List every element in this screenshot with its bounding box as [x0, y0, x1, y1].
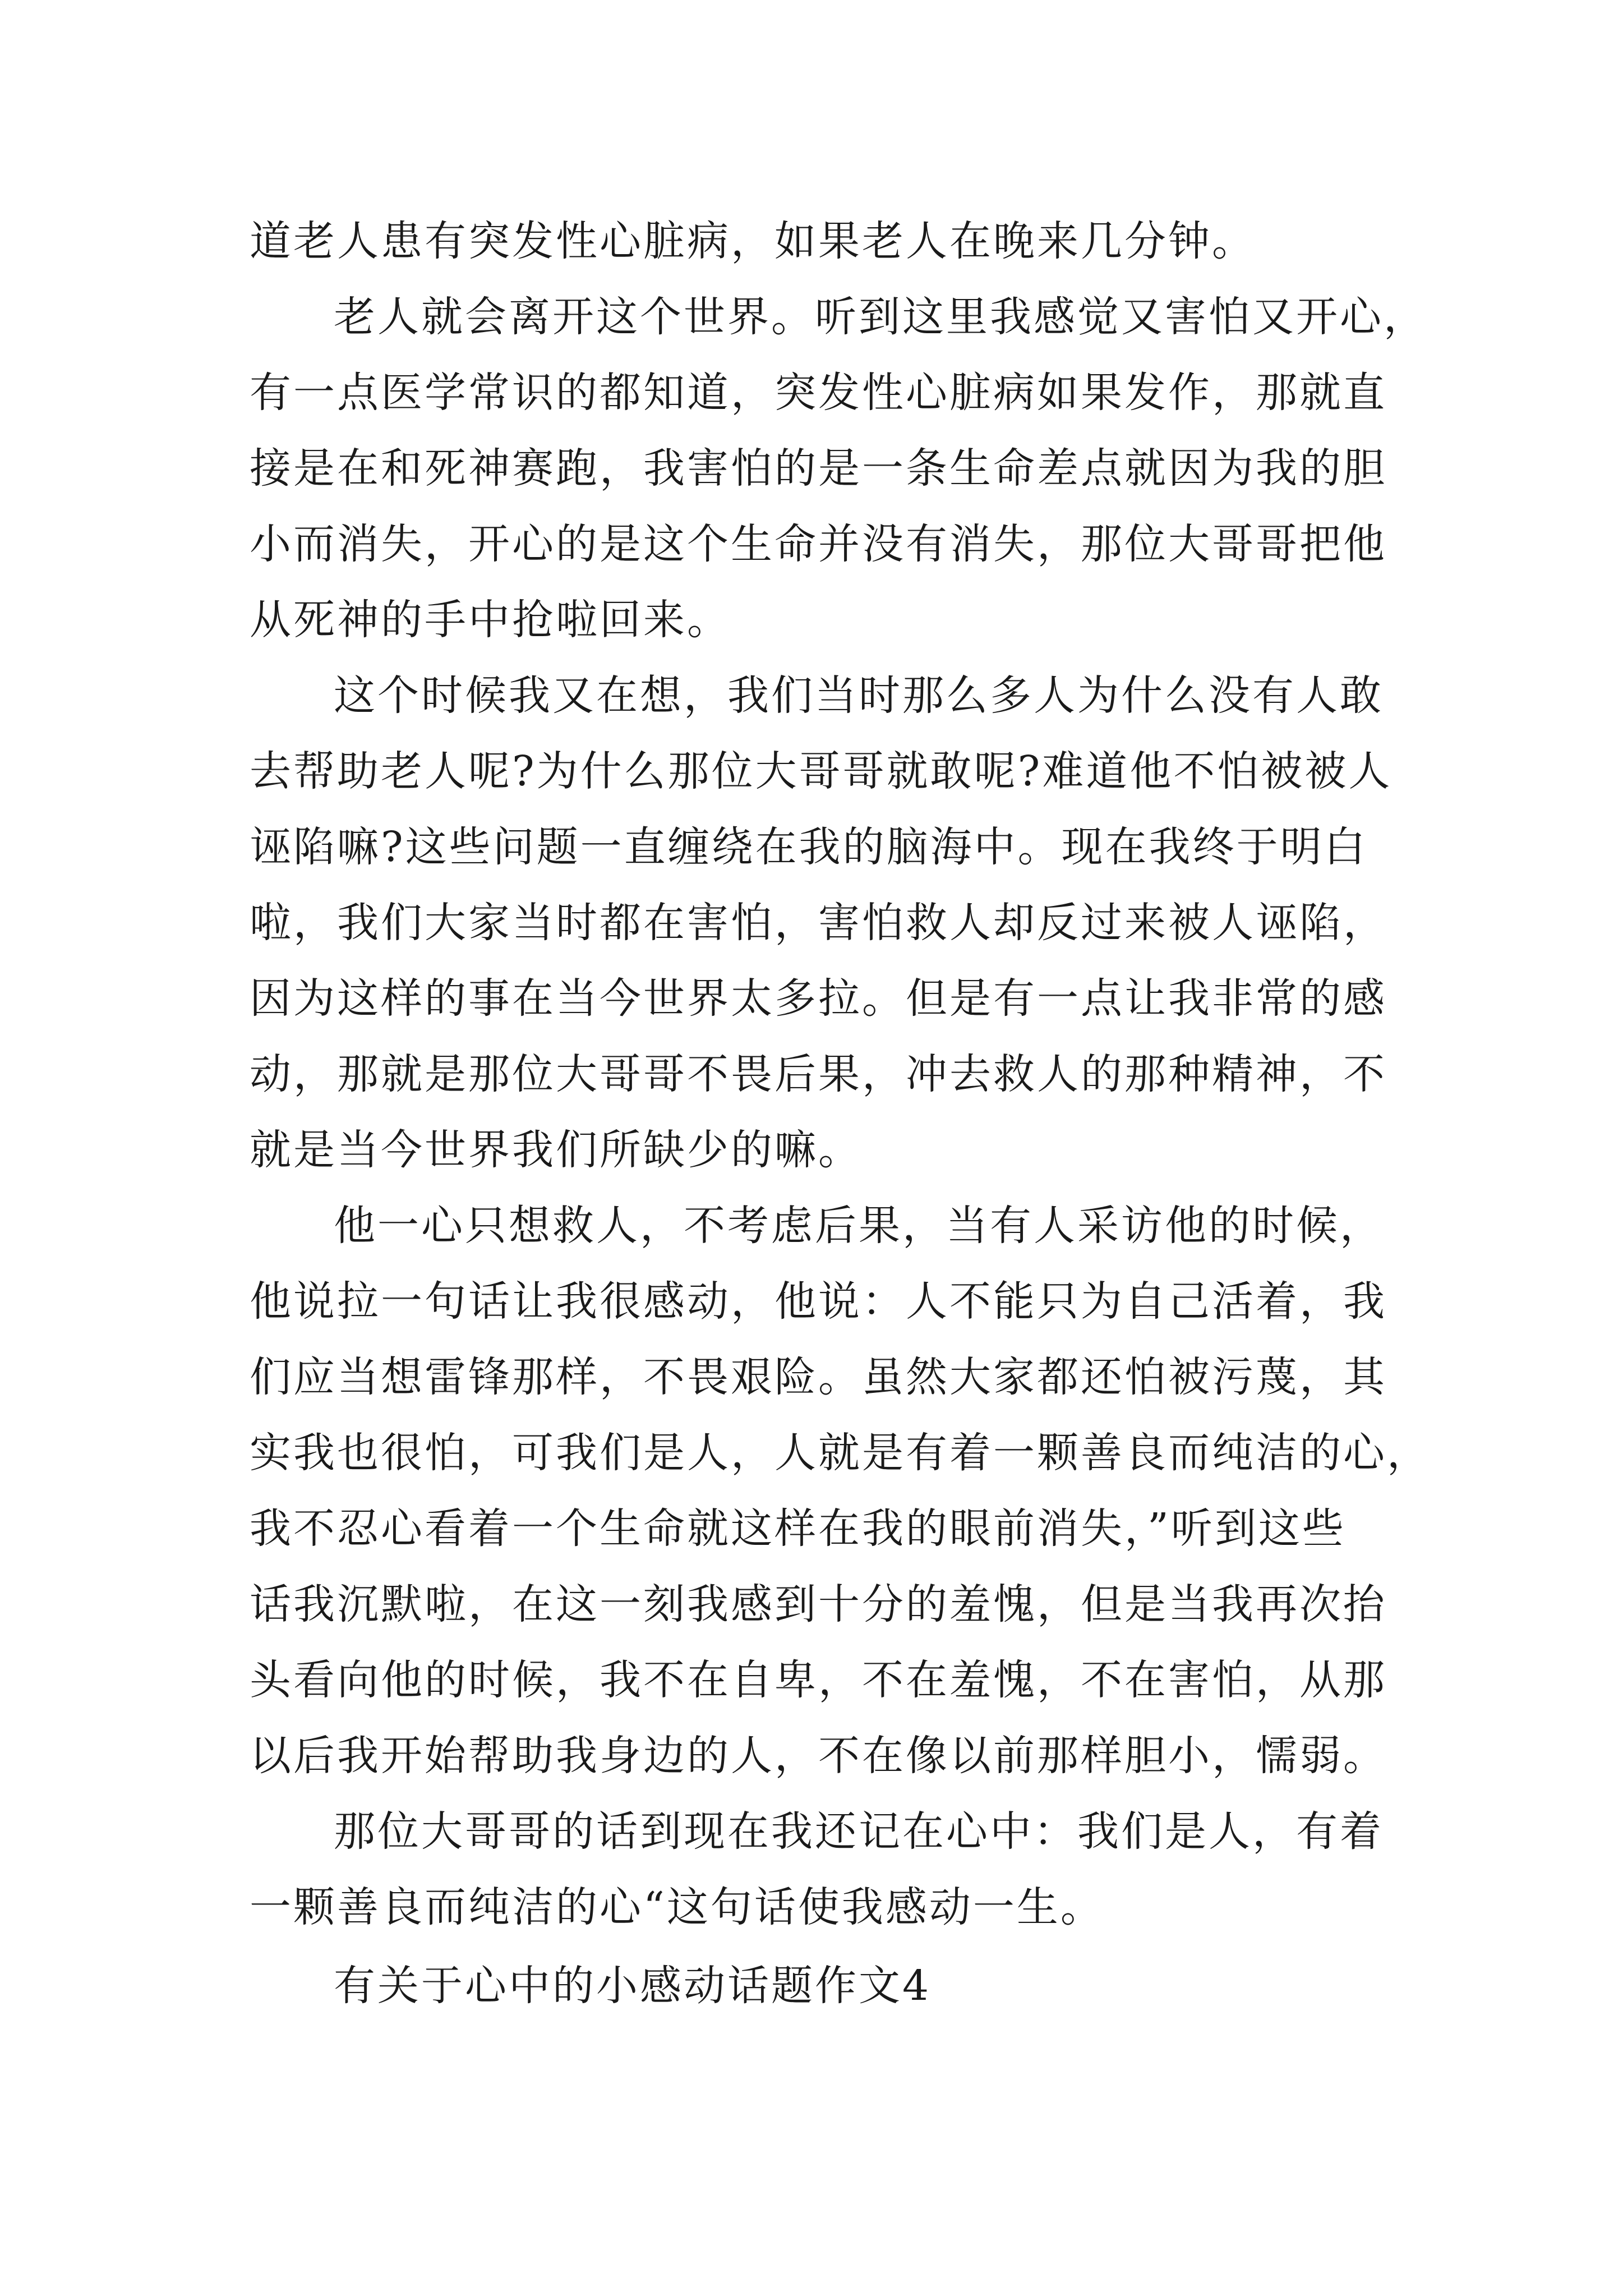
- text-line: 小而消失，开心的是这个生命并没有消失，那位大哥哥把他: [250, 520, 1387, 568]
- text-line: 话我沉默啦，在这一刻我感到十分的羞愧，但是当我再次抬: [250, 1580, 1387, 1628]
- text-line: 动，那就是那位大哥哥不畏后果，冲去救人的那种精神，不: [250, 1050, 1387, 1098]
- text-line: 有一点医学常识的都知道，突发性心脏病如果发作，那就直: [250, 369, 1387, 417]
- text-line: 老人就会离开这个世界。听到这里我感觉又害怕又开心，: [334, 293, 1427, 341]
- text-line: 那位大哥哥的话到现在我还记在心中：我们是人，有着: [334, 1807, 1384, 1856]
- text-line: 头看向他的时候，我不在自卑，不在羞愧，不在害怕，从那: [250, 1656, 1387, 1704]
- text-line: 因为这样的事在当今世界太多拉。但是有一点让我非常的感: [250, 974, 1387, 1023]
- text-line: 啦，我们大家当时都在害怕，害怕救人却反过来被人诬陷，: [250, 899, 1387, 947]
- text-line: 这个时候我又在想，我们当时那么多人为什么没有人敢: [334, 671, 1384, 720]
- text-line: 去帮助老人呢?为什么那位大哥哥就敢呢?难道他不怕被被人: [250, 747, 1393, 795]
- text-line: 他一心只想救人，不考虑后果，当有人采访他的时候，: [334, 1202, 1384, 1250]
- section-heading: 有关于心中的小感动话题作文4: [334, 1962, 932, 2010]
- text-line: 从死神的手中抢啦回来。: [250, 596, 731, 644]
- text-line: 们应当想雷锋那样，不畏艰险。虽然大家都还怕被污蔑，其: [250, 1353, 1387, 1401]
- text-line: 我不忍心看着一个生命就这样在我的眼前消失，”听到这些: [250, 1504, 1346, 1553]
- text-line: 一颗善良而纯洁的心“这句话使我感动一生。: [250, 1883, 1104, 1931]
- text-line: 接是在和死神赛跑，我害怕的是一条生命差点就因为我的胆: [250, 444, 1387, 493]
- text-line: 以后我开始帮助我身边的人，不在像以前那样胆小，懦弱。: [250, 1732, 1387, 1780]
- text-line: 他说拉一句话让我很感动，他说：人不能只为自己活着，我: [250, 1277, 1387, 1326]
- text-line: 就是当今世界我们所缺少的嘛。: [250, 1126, 862, 1174]
- text-line: 实我也很怕，可我们是人，人就是有着一颗善良而纯洁的心，: [250, 1429, 1431, 1477]
- text-line: 诬陷嘛?这些问题一直缠绕在我的脑海中。现在我终于明白: [250, 823, 1368, 871]
- text-line: 道老人患有突发性心脏病，如果老人在晚来几分钟。: [250, 217, 1256, 265]
